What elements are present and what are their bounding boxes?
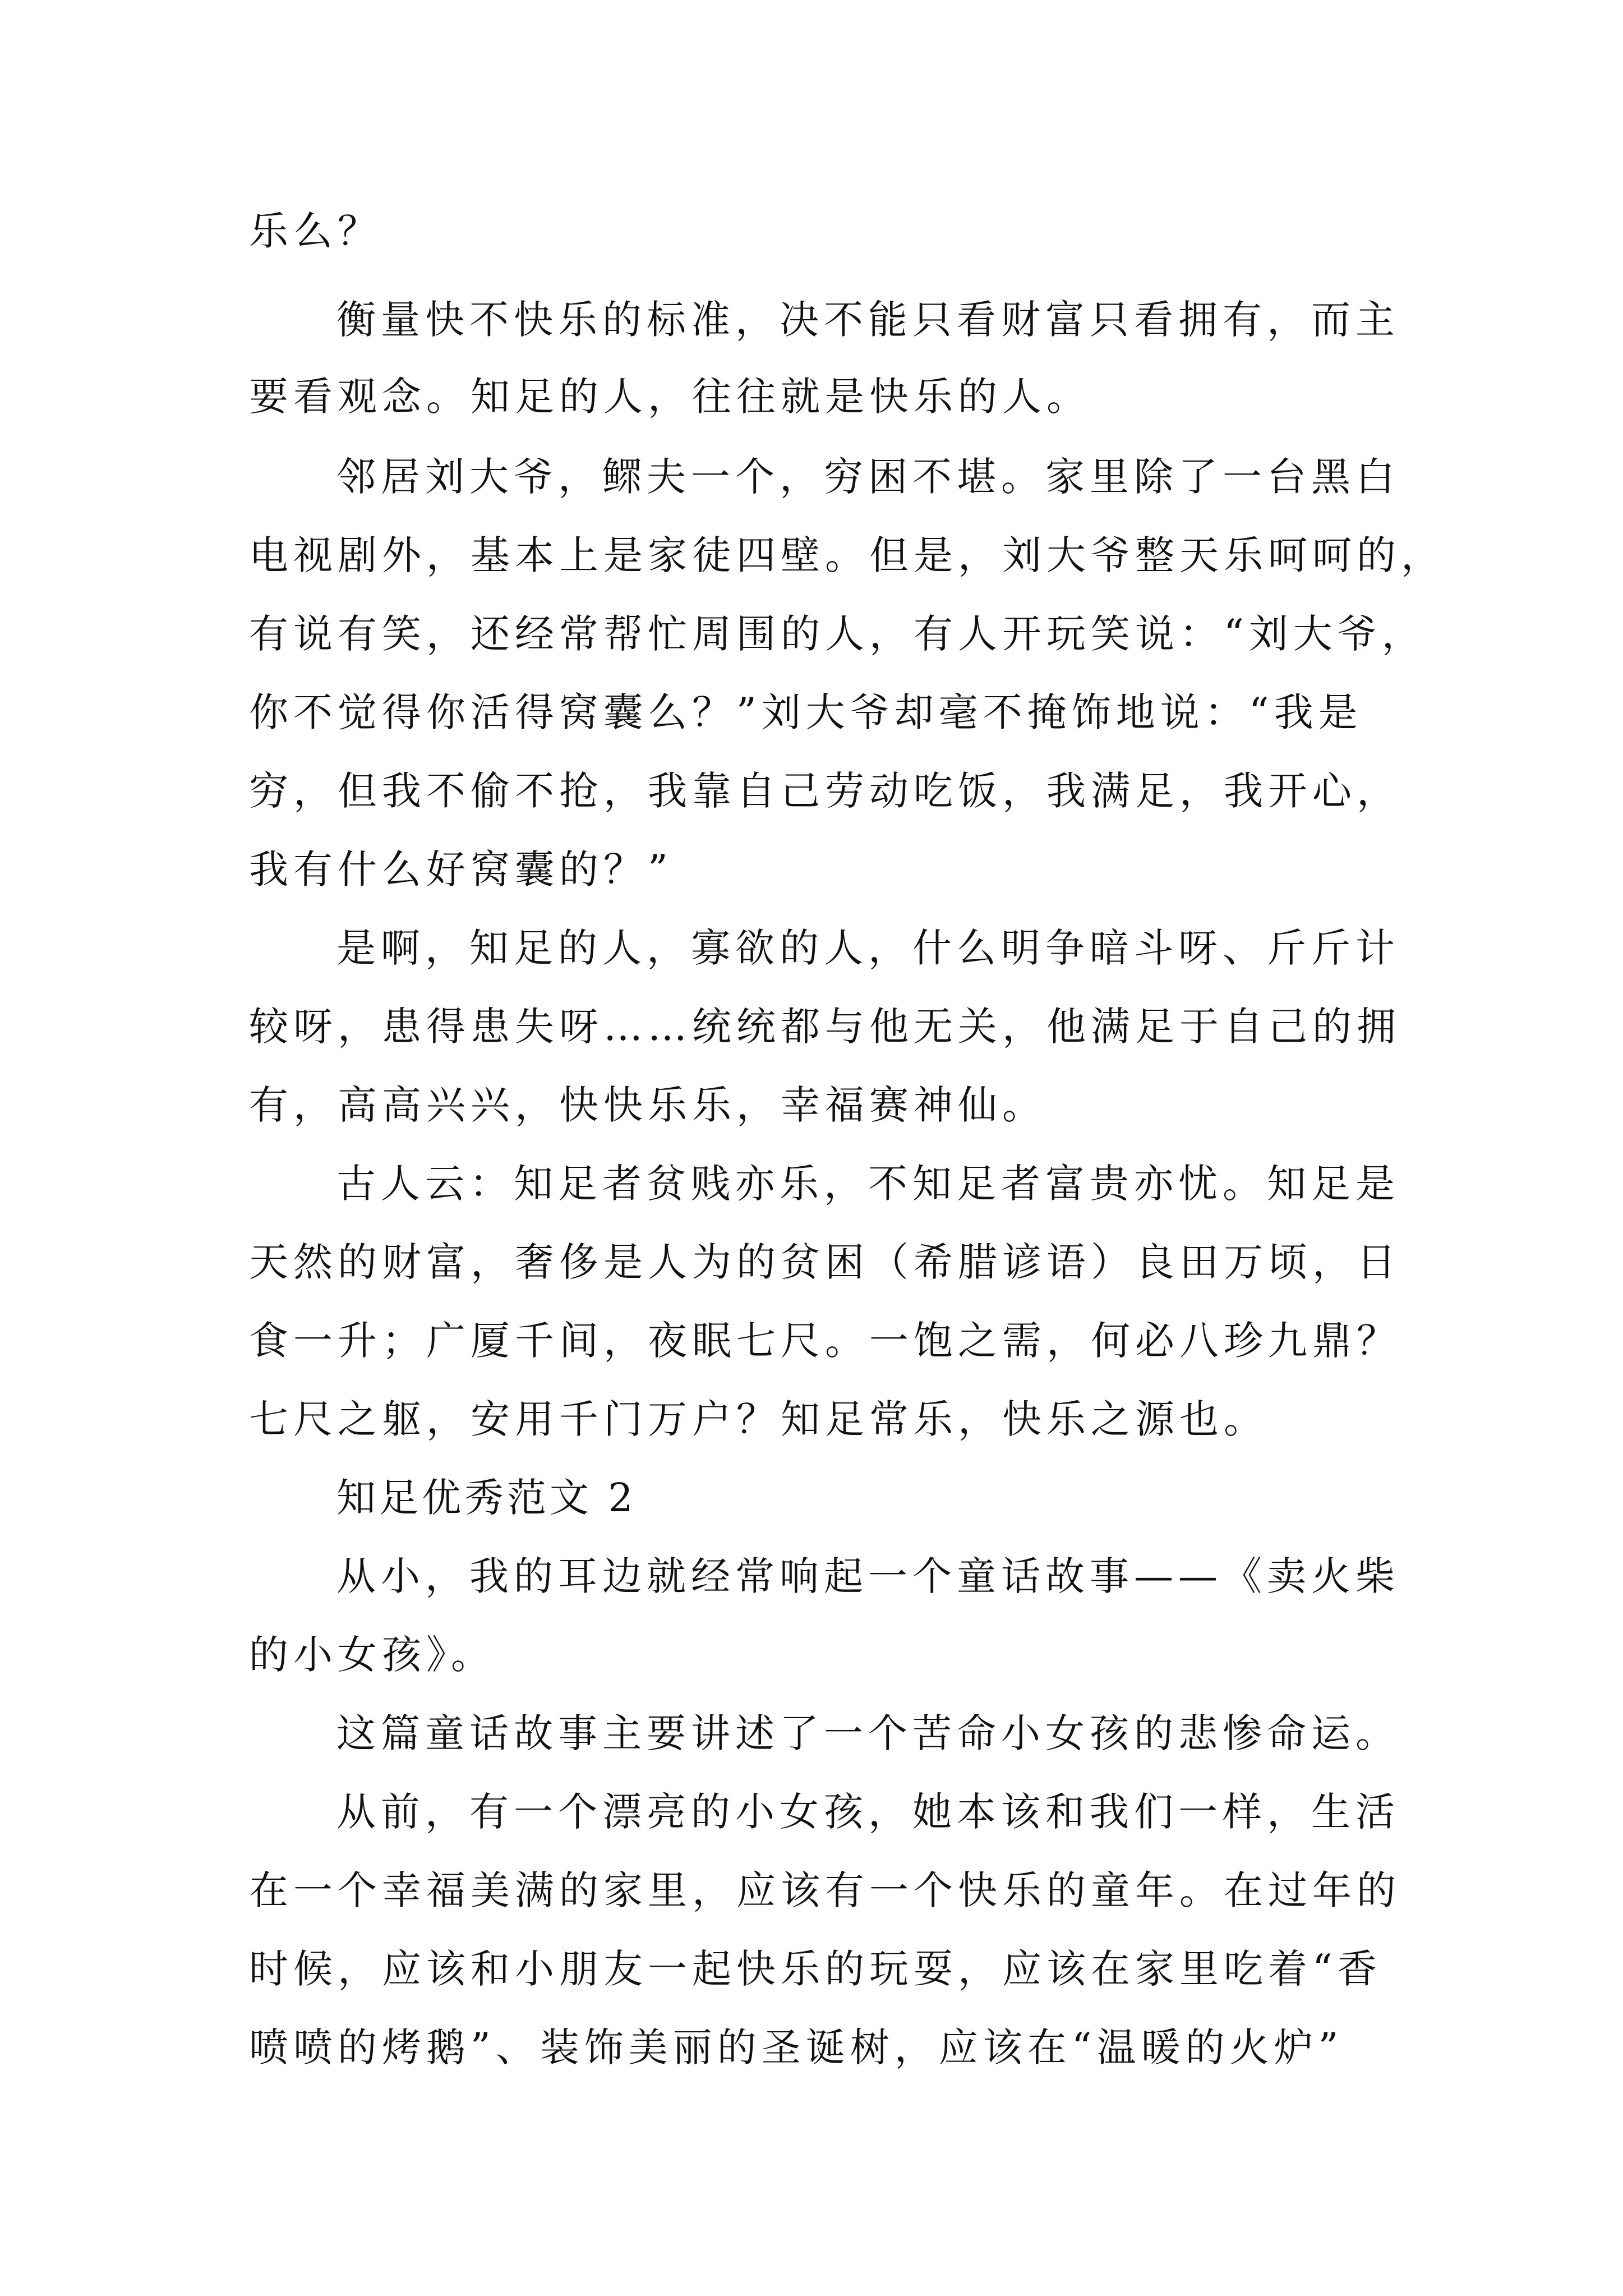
text-line: 食一升；广厦千间，夜眠七尺。一饱之需，何必八珍九鼎？	[249, 1318, 1401, 1364]
text-line: 你不觉得你活得窝囊么？”刘大爷却毫不掩饰地说：“我是	[249, 689, 1363, 735]
text-line: 的小女孩》。	[249, 1632, 495, 1678]
text-line: 在一个幸福美满的家里，应该有一个快乐的童年。在过年的	[249, 1867, 1401, 1913]
paragraph-line: 是啊，知足的人，寡欲的人，什么明争暗斗呀、斤斤计	[336, 925, 1400, 971]
text-line: 我有什么好窝囊的？”	[249, 846, 673, 892]
text-line: 七尺之躯，安用千门万户？知足常乐，快乐之源也。	[249, 1396, 1268, 1442]
text-line: 电视剧外，基本上是家徒四壁。但是，刘大爷整天乐呵呵的，	[249, 532, 1445, 578]
paragraph-line: 古人云：知足者贫贱亦乐，不知足者富贵亦忧。知足是	[336, 1161, 1400, 1207]
text-line: 喷喷的烤鹅”、装饰美丽的圣诞树，应该在“温暖的火炉”	[249, 2024, 1344, 2070]
text-line: 穷，但我不偷不抢，我靠自己劳动吃饭，我满足，我开心，	[249, 768, 1401, 814]
text-line: 有说有笑，还经常帮忙周围的人，有人开玩笑说：“刘大爷，	[249, 611, 1426, 657]
paragraph-line: 从前，有一个漂亮的小女孩，她本该和我们一样，生活	[336, 1789, 1400, 1835]
section-heading: 知足优秀范文 2	[336, 1475, 637, 1521]
text-line: 较呀，患得患失呀……统统都与他无关，他满足于自己的拥	[249, 1004, 1401, 1050]
paragraph-line: 这篇童话故事主要讲述了一个苦命小女孩的悲惨命运。	[336, 1710, 1400, 1756]
text-line: 天然的财富，奢侈是人为的贫困（希腊谚语）良田万顷，日	[249, 1239, 1401, 1285]
paragraph-line: 从小，我的耳边就经常响起一个童话故事——《卖火柴	[336, 1553, 1400, 1599]
paragraph-line: 邻居刘大爷，鳏夫一个，穷困不堪。家里除了一台黑白	[336, 454, 1400, 500]
text-line: 时候，应该和小朋友一起快乐的玩耍，应该在家里吃着“香	[249, 1946, 1382, 1992]
text-line: 乐么？	[249, 208, 382, 254]
paragraph-line: 衡量快不快乐的标准，决不能只看财富只看拥有，而主	[336, 297, 1400, 343]
text-line: 要看观念。知足的人，往往就是快乐的人。	[249, 374, 1091, 420]
text-line: 有，高高兴兴，快快乐乐，幸福赛神仙。	[249, 1082, 1046, 1128]
